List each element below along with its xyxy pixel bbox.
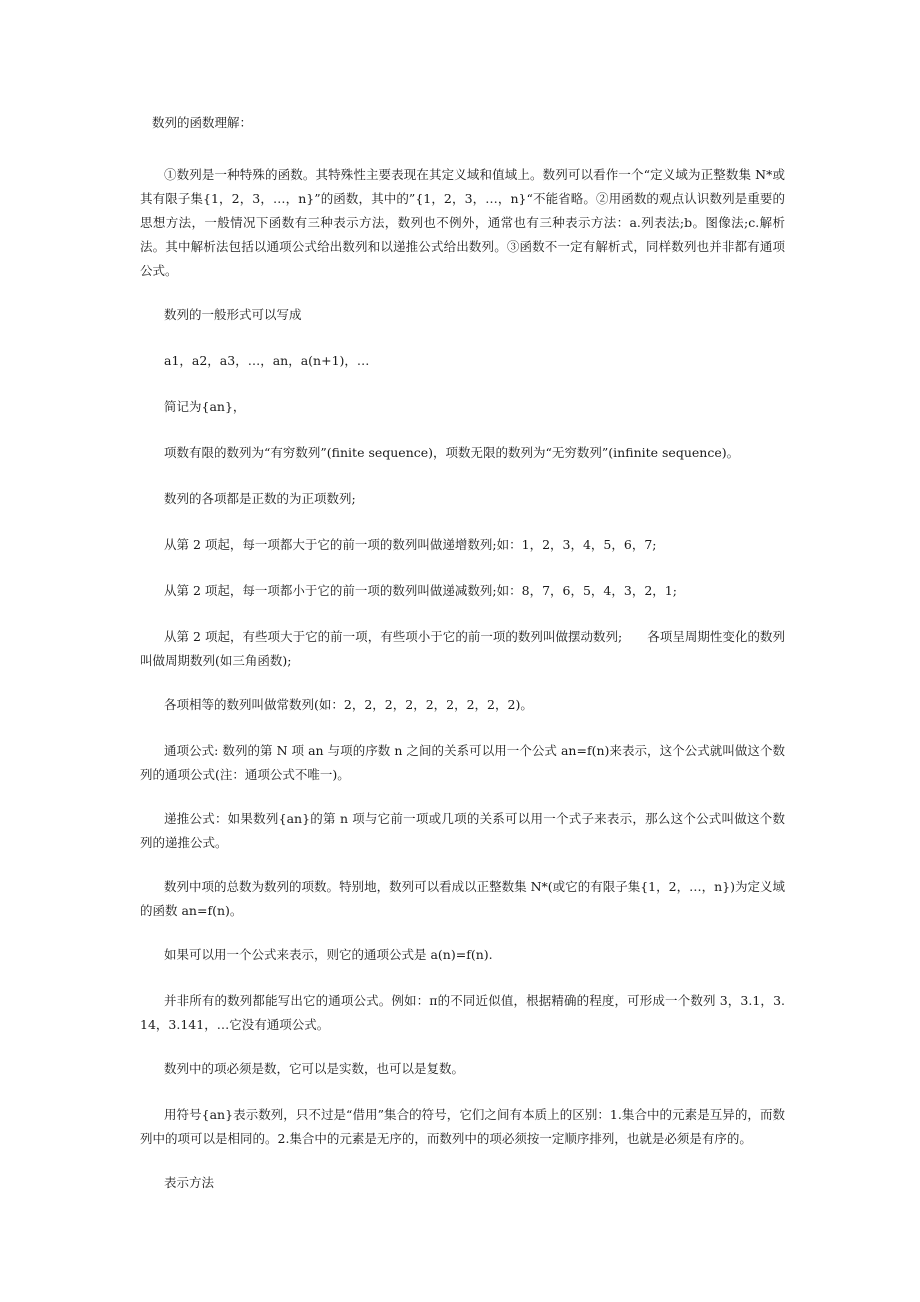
paragraph-no-general-formula: 并非所有的数列都能写出它的通项公式。例如：π的不同近似值，根据精确的程度，可形成一个数列 3，3.1，3.14，3.141，…它没有通项公式。 xyxy=(140,993,785,1032)
paragraph-oscillating-periodic: 从第 2 项起，有些项大于它的前一项，有些项小于它的前一项的数列叫做摆动数列; 各项呈周期性变化的数列叫做周期数列(如三角函数); xyxy=(140,629,785,668)
paragraph-increasing-sequence: 从第 2 项起，每一项都大于它的前一项的数列叫做递增数列;如：1，2，3，4，5，6，7; xyxy=(164,537,657,552)
paragraph-number-of-terms: 数列中项的总数为数列的项数。特别地，数列可以看成以正整数集 N*(或它的有限子集{1，2，…，n})为定义域的函数 an=f(n)。 xyxy=(140,879,785,918)
paragraph-decreasing-sequence: 从第 2 项起，每一项都小于它的前一项的数列叫做递减数列;如：8，7，6，5，4，3，2，1; xyxy=(164,583,677,598)
section-heading-function-understanding: 数列的函数理解： xyxy=(152,115,253,130)
paragraph-finite-infinite: 项数有限的数列为“有穷数列”(finite sequence)，项数无限的数列为“无穷数列”(infinite sequence)。 xyxy=(164,445,740,460)
paragraph-positive-sequence: 数列的各项都是正数的为正项数列; xyxy=(164,491,356,506)
paragraph-general-form: a1，a2，a3，…，an，a(n+1)，… xyxy=(164,353,370,368)
paragraph-recursive-formula: 递推公式：如果数列{an}的第 n 项与它前一项或几项的关系可以用一个式子来表示，那么这个公式叫做这个数列的递推公式。 xyxy=(140,811,785,850)
paragraph-set-vs-sequence: 用符号{an}表示数列，只不过是“借用”集合的符号，它们之间有本质上的区别：1.集合中的元素是互异的，而数列中的项可以是相同的。2.集合中的元素是无序的，而数列中的项必须按一定顺序排列，也就是必须是有序的。 xyxy=(140,1107,785,1146)
paragraph-general-form-intro: 数列的一般形式可以写成 xyxy=(164,307,302,322)
section-heading-representation: 表示方法 xyxy=(164,1175,215,1190)
paragraph-terms-are-numbers: 数列中的项必须是数，它可以是实数，也可以是复数。 xyxy=(164,1061,465,1076)
paragraph-general-term-formula: 通项公式: 数列的第 N 项 an 与项的序数 n 之间的关系可以用一个公式 an=f(n)来表示，这个公式就叫做这个数列的通项公式(注：通项公式不唯一)。 xyxy=(140,743,785,782)
paragraph-notation: 简记为{an}， xyxy=(164,399,246,414)
document-body xyxy=(140,111,785,1217)
paragraph-function-explanation: ①数列是一种特殊的函数。其特殊性主要表现在其定义域和值域上。数列可以看作一个“定义域为正整数集 N*或其有限子集{1，2，3，…，n}”的函数，其中的”{1，2，3，…，n}“不能省略。②用函数的观点认识数列是重要的思想方法，一般情况下函数有三种表示方法，数列也不例外，通常也有三种表示方法：a.列表法;b。图像法;c.解析法。其中解析法包括以通项公式给出数列和以递推公式给出数列。③函数不一定有解析式，同样数列也并非都有通项公式。 xyxy=(140,167,785,278)
paragraph-formula-representation: 如果可以用一个公式来表示，则它的通项公式是 a(n)=f(n). xyxy=(164,947,493,962)
paragraph-constant-sequence: 各项相等的数列叫做常数列(如：2，2，2，2，2，2，2，2，2)。 xyxy=(164,697,533,712)
